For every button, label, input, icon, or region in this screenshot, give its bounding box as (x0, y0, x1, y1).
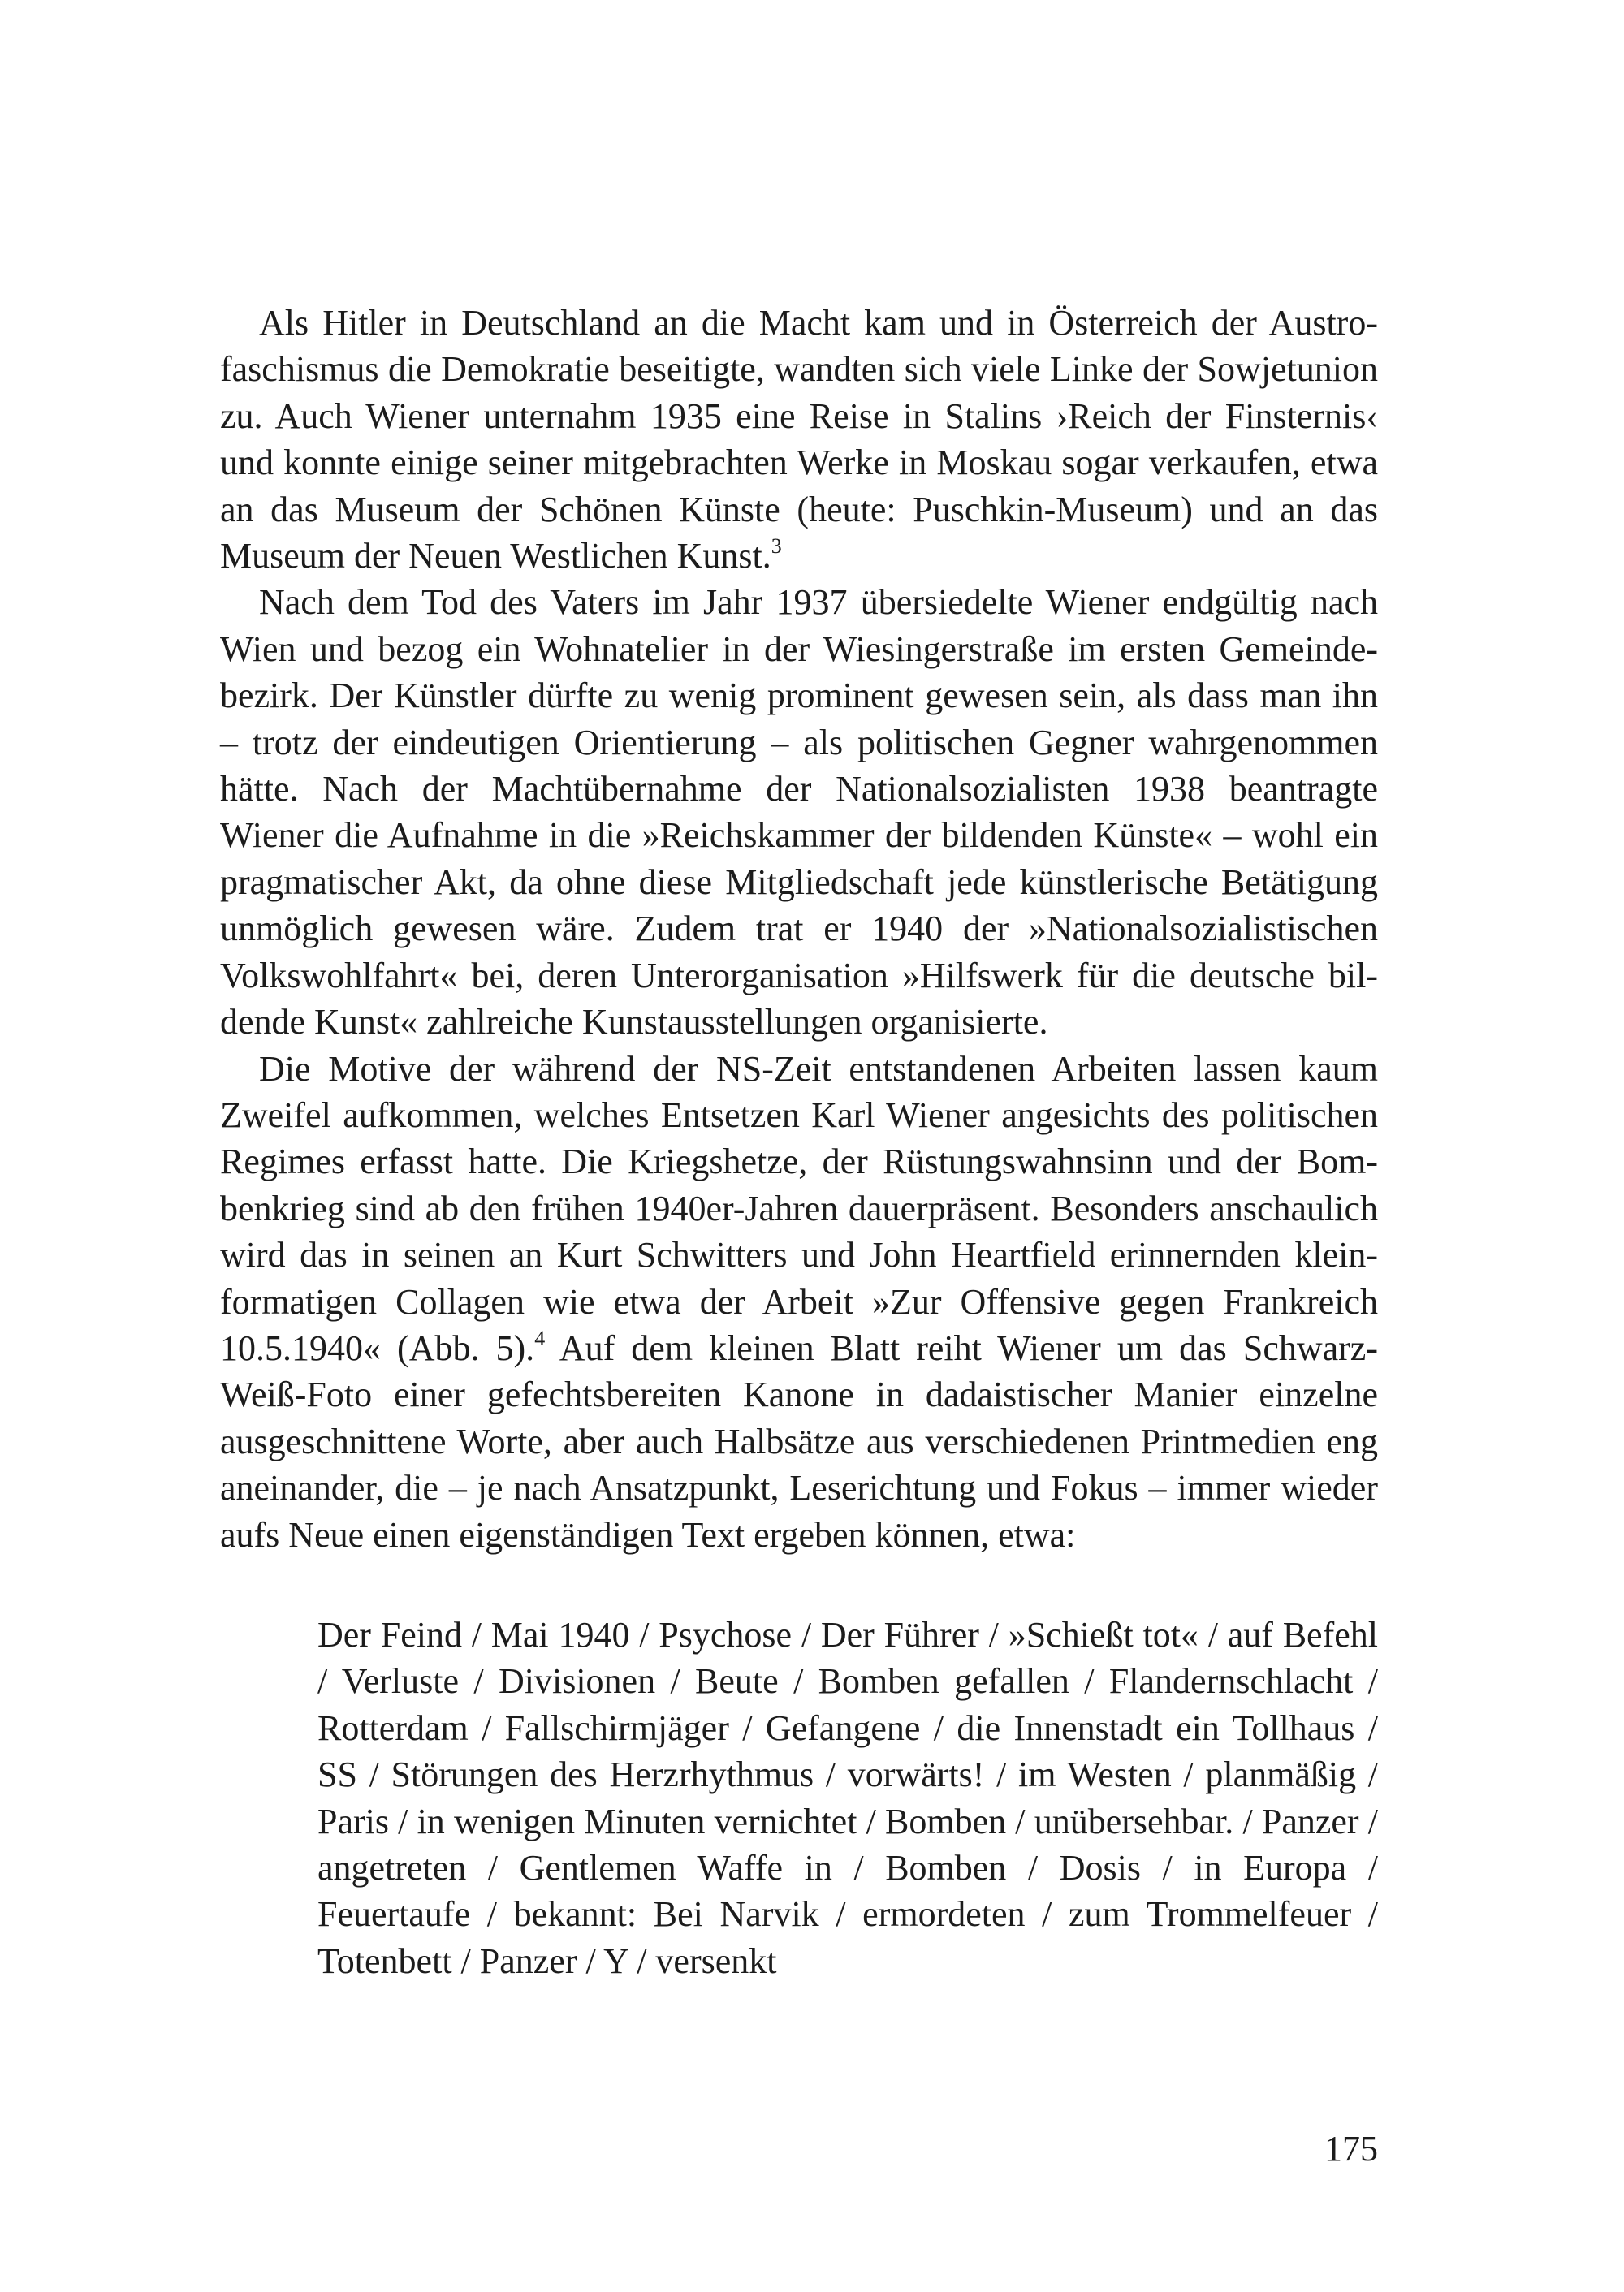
footnote-marker-3: 3 (771, 534, 782, 559)
paragraph-1 (220, 300, 1378, 579)
paragraph-1-text: Als Hitler in Deutschland an die Macht kam und in Österreich der Austrofaschismus die Demokratie beseitigte, wandten sich viele Linke der Sowjetunion zu. Auch Wiener unternahm 1935 eine Reise in Stalins ›Reich der Finsternis‹ und konnte einige seiner mitgebrachten Werke in Moskau sogar verkaufen, etwa an das Museum der Schönen Künste (heute: Puschkin-Museum) und an das Museum der Neuen Westlichen Kunst. (220, 303, 1378, 576)
paragraph-3-text-before: Die Motive der während der NS-Zeit entstandenen Arbeiten lassen kaum Zweifel aufkommen, welches Entsetzen Karl Wiener angesichts des politischen Regimes erfasst hatte. Die Kriegshetze, der Rüstungswahnsinn und der Bombenkrieg sind ab den frühen 1940er-Jahren dauerpräsent. Besonders anschaulich wird das in seinen an Kurt Schwitters und John Heartfield erinnernden kleinformatigen Collagen wie etwa der Arbeit »Zur Offensive gegen Frankreich 10.5.1940« (Abb. 5). (220, 1048, 1378, 1368)
block-quote: Der Feind / Mai 1940 / Psychose / Der Führer / »Schießt tot« / auf Befehl / Verluste / Divisionen / Beute / Bomben gefallen / Flandernschlacht / Rotterdam / Fallschirmjäger / Gefangene / die Innenstadt ein Tollhaus / SS / Störungen des Herzrhythmus / vorwärts! / im Westen / planmäßig / Paris / in wenigen Minuten vernichtet / Bomben / unübersehbar. / Panzer / angetreten / Gentlemen Waffe in / Bomben / Dosis / in Europa / Feuertaufe / bekannt: Bei Narvik / ermordeten / zum Trommelfeuer / Totenbett / Panzer / Y / versenkt (317, 1615, 1378, 1981)
paragraph-2-text: Nach dem Tod des Vaters im Jahr 1937 übersiedelte Wiener endgültig nach Wien und bezog ein Wohnatelier in der Wiesingerstraße im ersten Gemeindebezirk. Der Künstler dürfte zu wenig prominent gewesen sein, als dass man ihn – trotz der eindeutigen Orientierung – als politischen Gegner wahrgenommen hätte. Nach der Machtübernahme der Nationalsozialisten 1938 beantragte Wiener die Aufnahme in die »Reichskammer der bildenden Künste« – wohl ein pragmatischer Akt, da ohne diese Mitgliedschaft jede künstlerische Betätigung unmöglich gewesen wäre. Zudem trat er 1940 der »Nationalsozialistischen Volkswohlfahrt« bei, deren Unterorganisation »Hilfswerk für die deutsche bildende Kunst« zahlreiche Kunstausstellungen organisierte. (220, 582, 1378, 1042)
footnote-marker-4: 4 (534, 1326, 546, 1350)
paragraph-2 (220, 579, 1378, 1045)
page-number: 175 (1324, 2129, 1378, 2169)
paragraph-3-text-after: Auf dem kleinen Blatt reiht Wiener um das Schwarz-Weiß-Foto einer gefechtsbereiten Kanone in dadaistischer Manier einzelne ausgeschnittene Worte, aber auch Halbsätze aus verschiedenen Printmedien eng aneinander, die – je nach Ansatzpunkt, Leserichtung und Fokus – immer wieder aufs Neue einen eigenständigen Text ergeben können, etwa: (220, 1327, 1378, 1555)
paragraph-3 (220, 1046, 1378, 1558)
body-text (220, 300, 1378, 1558)
